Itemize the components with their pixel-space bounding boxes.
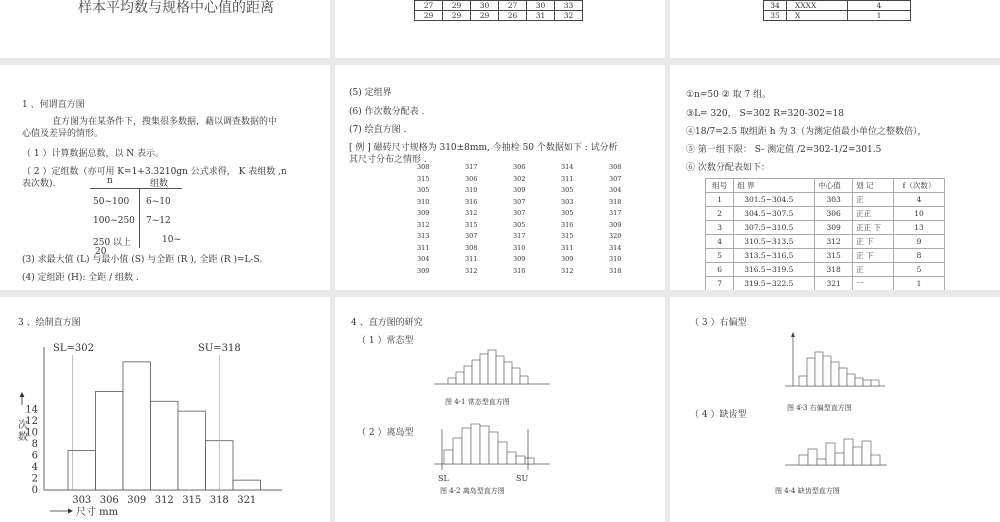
table-header: 组 界 bbox=[734, 179, 815, 193]
table-row bbox=[706, 235, 945, 249]
calc-line: ①n=50 ② 取 7 组。 bbox=[686, 90, 772, 100]
table-row bbox=[417, 254, 657, 266]
table-row bbox=[706, 221, 945, 235]
table-row bbox=[417, 208, 657, 220]
histogram-bar bbox=[96, 391, 124, 490]
schematic-bar bbox=[853, 447, 862, 465]
divider bbox=[139, 188, 140, 248]
table-cell: 33 bbox=[555, 1, 583, 11]
table-row bbox=[764, 11, 911, 21]
schematic-bar bbox=[444, 450, 453, 464]
schematic-bar bbox=[464, 366, 472, 384]
data-cell: 312 bbox=[561, 266, 574, 275]
calc-line: ⑤ 第一组下限： S- 测定值 /2=302-1/2=301.5 bbox=[686, 145, 882, 155]
row-k: 6~10 bbox=[146, 197, 171, 207]
schematic-bar bbox=[799, 376, 807, 386]
data-cell: 310 bbox=[417, 197, 430, 206]
y-tick-label: 14 bbox=[25, 404, 38, 416]
table-cell: 7 bbox=[706, 277, 734, 291]
schematic-bar bbox=[472, 360, 480, 384]
data-cell: 320 bbox=[609, 232, 622, 240]
schematic-bar bbox=[480, 426, 489, 464]
table-cell: 正 下 bbox=[853, 249, 894, 263]
schematic-bar bbox=[831, 362, 839, 386]
table-cell: 3 bbox=[706, 221, 734, 235]
schematic-bar bbox=[839, 368, 847, 386]
data-cell: 311 bbox=[561, 243, 574, 252]
data-cell: 307 bbox=[465, 232, 478, 240]
data-cell: 307 bbox=[513, 197, 526, 206]
schematic-bar bbox=[817, 459, 826, 465]
subsection-comb: （ 4 ）缺齿型 bbox=[690, 410, 747, 420]
table-cell: 正 下 bbox=[853, 235, 894, 249]
data-cell: 310 bbox=[609, 255, 622, 263]
y-tick-label: 10 bbox=[25, 427, 38, 439]
frequency-table bbox=[705, 178, 945, 290]
sl-label: SL=302 bbox=[53, 343, 94, 354]
sl-label: SL bbox=[438, 474, 449, 483]
data-cell: 311 bbox=[561, 174, 574, 183]
data-cell: 308 bbox=[417, 163, 430, 171]
table-cell: 316.5~319.5 bbox=[734, 263, 815, 277]
table-cell: 307.5~310.5 bbox=[734, 221, 815, 235]
y-tick-label: 2 bbox=[31, 473, 38, 485]
table-row bbox=[417, 220, 657, 232]
data-cell: 317 bbox=[465, 163, 478, 171]
data-cell: 307 bbox=[609, 174, 622, 183]
data-cell: 316 bbox=[561, 220, 574, 229]
example-text: 其尺寸分布之情形 . bbox=[349, 155, 427, 165]
subsection-normal: （ 1 ）常态型 bbox=[357, 336, 414, 346]
schematic-bar bbox=[462, 428, 471, 464]
row-n: 100~250 bbox=[93, 216, 135, 226]
table-cell: 32 bbox=[555, 11, 583, 21]
subsection-island: （ 2 ）离岛型 bbox=[357, 428, 414, 438]
calc-line: ④18/7=2.5 取组距 h 为 3（为测定值最小单位之整数倍）， bbox=[686, 127, 927, 137]
row-n: 250 以上 bbox=[93, 238, 132, 248]
table-cell: X bbox=[787, 11, 848, 21]
section-heading: 1 、何谓直方图 bbox=[22, 100, 85, 110]
table-cell: 313.5~316.5 bbox=[734, 249, 815, 263]
table-row bbox=[417, 266, 657, 278]
table-cell: 35 bbox=[764, 11, 787, 21]
table-row bbox=[706, 207, 945, 221]
schematic-bar bbox=[862, 441, 871, 465]
tally-table bbox=[763, 0, 911, 21]
data-cell: 314 bbox=[609, 243, 622, 252]
table-row bbox=[417, 231, 657, 243]
y-tick-label: 8 bbox=[31, 439, 38, 450]
x-tick-label: 315 bbox=[182, 495, 202, 506]
schematic-bar bbox=[448, 378, 456, 384]
divider bbox=[90, 188, 182, 189]
data-cell: 312 bbox=[465, 209, 478, 217]
section-heading: 4 、直方图的研究 bbox=[351, 318, 423, 328]
x-axis-label: 尺寸 mm bbox=[76, 507, 119, 518]
table-cell: 312 bbox=[815, 235, 853, 249]
row-k: 7~12 bbox=[146, 216, 171, 226]
step-6: (6) 作次数分配表 . bbox=[349, 107, 425, 117]
data-cell: 315 bbox=[465, 220, 478, 229]
slide-2 bbox=[335, 0, 665, 58]
table-cell: 29 bbox=[415, 11, 443, 21]
slide-4 bbox=[0, 65, 330, 290]
slide-8 bbox=[335, 297, 665, 522]
schematic-bar bbox=[807, 358, 815, 386]
comb-histogram bbox=[785, 425, 895, 475]
slide-title: 样本平均数与规格中心值的距离 bbox=[78, 0, 274, 16]
schematic-bar bbox=[498, 442, 507, 464]
data-cell: 304 bbox=[417, 255, 430, 263]
figure-caption: 图 4-3 右偏型直方图 bbox=[787, 404, 852, 412]
x-tick-label: 318 bbox=[209, 495, 229, 506]
slide-9 bbox=[670, 297, 1000, 522]
table-row bbox=[706, 249, 945, 263]
number-table bbox=[414, 0, 583, 21]
table-cell: 正正 下 bbox=[853, 221, 894, 235]
table-row bbox=[417, 185, 657, 197]
table-cell: 9 bbox=[893, 235, 944, 249]
table-cell: 4 bbox=[893, 193, 944, 207]
slide-6 bbox=[670, 65, 1000, 290]
table-cell: 4 bbox=[706, 235, 734, 249]
table-row bbox=[415, 11, 583, 21]
schematic-bar bbox=[863, 380, 871, 386]
data-cell: 310 bbox=[513, 243, 526, 252]
table-row bbox=[417, 174, 657, 186]
table-cell: 8 bbox=[893, 249, 944, 263]
data-cell: 311 bbox=[417, 243, 430, 252]
y-tick-label: 12 bbox=[25, 416, 38, 427]
table-cell: 5 bbox=[706, 249, 734, 263]
schematic-bar bbox=[815, 352, 823, 386]
data-cell: 310 bbox=[465, 186, 478, 194]
calc-line: ③L= 320， S=302 R=320-302=18 bbox=[686, 109, 844, 119]
slide-1 bbox=[0, 0, 330, 58]
table-cell: 34 bbox=[764, 1, 787, 11]
data-cell: 308 bbox=[609, 163, 622, 171]
data-cell: 315 bbox=[417, 174, 430, 183]
schematic-bar bbox=[871, 455, 880, 465]
figure-caption: 图 4-2 离岛型直方图 bbox=[440, 487, 505, 495]
schematic-bar bbox=[847, 374, 855, 386]
table-cell: 正 bbox=[853, 263, 894, 277]
table-cell: 30 bbox=[471, 1, 499, 11]
step-3: (3) 求最大值 (L) 与最小值 (S) 与全距 (R ), 全距 (R )=L-S. bbox=[22, 255, 263, 265]
table-cell: 26 bbox=[499, 11, 527, 21]
subsection-right-skew: （ 3 ）右偏型 bbox=[690, 318, 747, 328]
table-cell: 310.5~313.5 bbox=[734, 235, 815, 249]
slide-7 bbox=[0, 297, 330, 522]
table-cell: 10 bbox=[893, 207, 944, 221]
schematic-bar bbox=[489, 432, 498, 464]
y-axis-label: 次 bbox=[18, 420, 28, 431]
table-cell: 29 bbox=[443, 11, 471, 21]
step-5: (5) 定组界 bbox=[349, 88, 392, 98]
data-cell: 317 bbox=[513, 232, 526, 240]
step-1: （ 1 ）计算数据总数，以 N 表示。 bbox=[22, 149, 165, 159]
x-tick-label: 306 bbox=[99, 495, 119, 506]
schematic-bar bbox=[512, 368, 520, 384]
data-cell: 309 bbox=[609, 220, 622, 229]
table-row bbox=[417, 243, 657, 255]
table-cell: 1 bbox=[706, 193, 734, 207]
table-cell: 319.5~322.5 bbox=[734, 277, 815, 291]
table-cell: 1 bbox=[893, 277, 944, 291]
data-cell: 314 bbox=[561, 163, 574, 171]
table-cell: 27 bbox=[415, 1, 443, 11]
table-header-row bbox=[706, 179, 945, 193]
schematic-bar bbox=[516, 456, 525, 464]
schematic-bar bbox=[507, 452, 516, 464]
schematic-bar bbox=[488, 350, 496, 384]
table-row bbox=[706, 193, 945, 207]
col-n: n bbox=[107, 176, 113, 186]
table-cell: 6 bbox=[706, 263, 734, 277]
schematic-bar bbox=[520, 376, 528, 384]
data-cell: 318 bbox=[609, 197, 622, 206]
step-7: (7) 绘直方图 . bbox=[349, 125, 407, 135]
table-row bbox=[764, 1, 911, 11]
data-cell: 309 bbox=[417, 266, 430, 275]
table-cell: XXXX bbox=[787, 1, 848, 11]
table-cell: 2 bbox=[706, 207, 734, 221]
schematic-bar bbox=[835, 453, 844, 465]
section-heading: 3 、绘制直方图 bbox=[18, 318, 81, 328]
data-cell: 307 bbox=[513, 209, 526, 217]
table-cell: 31 bbox=[527, 11, 555, 21]
table-cell: 304.5~307.5 bbox=[734, 207, 815, 221]
up-arrow-icon bbox=[791, 332, 795, 337]
schematic-bar bbox=[855, 378, 863, 386]
data-cell: 303 bbox=[561, 197, 574, 206]
table-cell: 27 bbox=[499, 1, 527, 11]
table-row bbox=[417, 162, 657, 174]
data-cell: 316 bbox=[465, 197, 478, 206]
table-cell: 正 bbox=[853, 193, 894, 207]
data-cell: 305 bbox=[561, 186, 574, 194]
data-cell: 309 bbox=[513, 186, 526, 194]
table-cell: 正正 bbox=[853, 207, 894, 221]
step-4: (4) 定组距 (H): 全距 / 组数 . bbox=[22, 273, 139, 283]
step-2-cont: 表次数). bbox=[22, 179, 56, 189]
y-tick-label: 4 bbox=[31, 462, 38, 473]
table-header: 组号 bbox=[706, 179, 734, 193]
data-cell: 305 bbox=[417, 186, 430, 194]
schematic-bar bbox=[844, 439, 853, 465]
histogram-bar bbox=[123, 362, 151, 490]
row-n: 50~100 bbox=[93, 197, 130, 207]
table-header: f（次数） bbox=[893, 179, 944, 193]
x-tick-label: 321 bbox=[237, 495, 257, 506]
histogram-bar bbox=[233, 480, 261, 490]
figure-caption: 图 4-1 常态型直方图 bbox=[445, 398, 510, 406]
right-skew-histogram bbox=[785, 329, 895, 389]
paragraph: 心值及差异的情形。 bbox=[22, 129, 104, 139]
table-cell: 4 bbox=[848, 1, 911, 11]
data-cell: 305 bbox=[513, 220, 526, 229]
schematic-bar bbox=[871, 380, 879, 386]
data-cell: 302 bbox=[513, 174, 526, 183]
table-cell: 29 bbox=[443, 1, 471, 11]
y-axis-label: 数 bbox=[18, 432, 28, 443]
schematic-bar bbox=[504, 362, 512, 384]
schematic-bar bbox=[799, 455, 808, 465]
data-cell: 306 bbox=[513, 163, 526, 171]
schematic-bar bbox=[823, 356, 831, 386]
histogram-bar bbox=[68, 451, 96, 490]
table-row bbox=[706, 263, 945, 277]
table-cell: 318 bbox=[815, 263, 853, 277]
table-header: 中心值 bbox=[815, 179, 853, 193]
table-cell: 29 bbox=[471, 11, 499, 21]
slide-3 bbox=[670, 0, 1000, 58]
data-cell: 315 bbox=[561, 232, 574, 240]
table-cell: 5 bbox=[893, 263, 944, 277]
table-cell: 13 bbox=[893, 221, 944, 235]
su-label: SU=318 bbox=[198, 343, 241, 354]
table-cell: 309 bbox=[815, 221, 853, 235]
row-k: 10~ bbox=[162, 235, 181, 245]
col-groups: 组数 bbox=[150, 179, 169, 189]
y-tick-label: 0 bbox=[31, 485, 38, 496]
table-cell: 321 bbox=[815, 277, 853, 291]
paragraph: 直方图为在某条件下，搜集很多数据，藉以调查数据的中 bbox=[52, 117, 278, 127]
table-cell: 303 bbox=[815, 193, 853, 207]
table-row bbox=[417, 197, 657, 209]
y-tick-label: 6 bbox=[31, 450, 38, 462]
table-cell: 315 bbox=[815, 249, 853, 263]
table-cell: 1 bbox=[848, 11, 911, 21]
histogram-bar bbox=[151, 401, 179, 490]
table-cell: 301.5~304.5 bbox=[734, 193, 815, 207]
slide-5 bbox=[335, 65, 665, 290]
x-tick-label: 303 bbox=[72, 495, 92, 506]
data-cell: 309 bbox=[417, 209, 430, 217]
x-tick-label: 309 bbox=[127, 495, 147, 506]
data-cell: 311 bbox=[465, 255, 478, 263]
table-row bbox=[706, 277, 945, 291]
schematic-bar bbox=[808, 449, 817, 465]
schematic-bar bbox=[480, 354, 488, 384]
up-arrow-head-icon bbox=[20, 392, 25, 397]
schematic-bar bbox=[525, 458, 534, 464]
data-cell: 312 bbox=[417, 220, 430, 229]
figure-caption: 图 4-4 缺齿型直方图 bbox=[775, 487, 840, 495]
island-histogram bbox=[430, 417, 570, 472]
histogram-bar bbox=[178, 411, 206, 490]
data-cell: 317 bbox=[609, 209, 622, 217]
normal-histogram bbox=[430, 339, 570, 389]
table-cell: 306 bbox=[815, 207, 853, 221]
data-cell: 309 bbox=[561, 255, 574, 263]
data-cell: 313 bbox=[417, 232, 430, 240]
su-label: SU bbox=[516, 474, 529, 483]
data-cell: 308 bbox=[465, 243, 478, 252]
data-cell: 306 bbox=[465, 174, 478, 183]
right-arrow-head-icon bbox=[68, 509, 73, 514]
row-k-cont: 20 bbox=[95, 247, 107, 257]
data-cell: 318 bbox=[609, 266, 622, 275]
table-cell: 30 bbox=[527, 1, 555, 11]
schematic-bar bbox=[453, 438, 462, 464]
schematic-bar bbox=[456, 372, 464, 384]
schematic-bar bbox=[471, 424, 480, 464]
table-row bbox=[415, 1, 583, 11]
data-cell: 305 bbox=[561, 209, 574, 217]
data-cell: 309 bbox=[513, 255, 526, 263]
calc-line: ⑥ 次数分配表如下： bbox=[686, 163, 770, 173]
schematic-bar bbox=[826, 443, 835, 465]
data-cell: 316 bbox=[513, 266, 526, 275]
data-table bbox=[417, 162, 657, 277]
x-tick-label: 312 bbox=[154, 495, 174, 506]
schematic-bar bbox=[496, 356, 504, 384]
data-cell: 312 bbox=[465, 266, 478, 275]
table-header: 划 记 bbox=[853, 179, 894, 193]
histogram-chart bbox=[0, 297, 330, 522]
table-cell: 一 bbox=[853, 277, 894, 291]
step-2: （ 2 ）定组数（亦可用 K=1+3.3210gn 公式求得， K 表组数 ,n bbox=[22, 167, 287, 177]
example-text: [ 例 ] 磁砖尺寸规格为 310±8mm, 今抽检 50 个数据如下 : 试分析 bbox=[349, 143, 618, 153]
data-cell: 304 bbox=[609, 186, 622, 194]
